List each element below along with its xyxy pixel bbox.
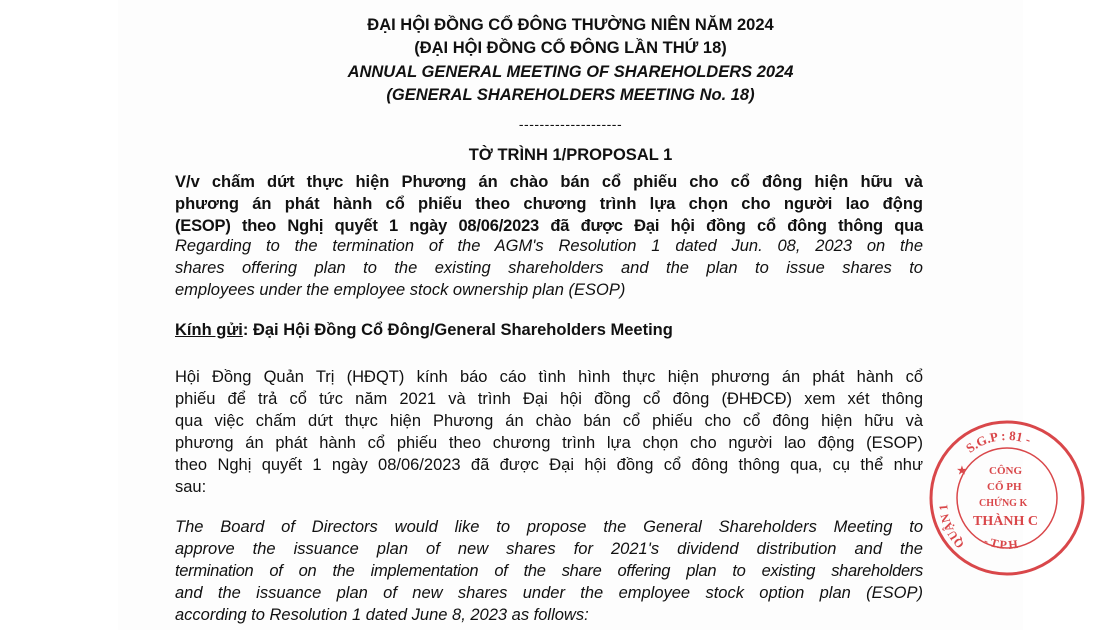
- seal-line-1: CÔNG: [989, 465, 1022, 477]
- meeting-number-vi: (ĐẠI HỘI ĐỒNG CỔ ĐÔNG LẦN THỨ 18): [414, 39, 727, 57]
- body-en: [175, 516, 923, 626]
- addressee: [175, 321, 673, 340]
- meeting-number-en: (GENERAL SHAREHOLDERS MEETING No. 18): [386, 86, 755, 104]
- proposal-title: TỜ TRÌNH 1/PROPOSAL 1: [468, 146, 673, 164]
- body-vi-line: sau:: [175, 478, 207, 496]
- divider: --------------------: [518, 116, 623, 132]
- body-en-line: and the issuance plan of new shares under the employee stock option plan (ESOP): [175, 584, 923, 602]
- meeting-title-vi: ĐẠI HỘI ĐỒNG CỔ ĐÔNG THƯỜNG NIÊN NĂM 2024: [367, 16, 774, 34]
- body-vi-line: theo Nghị quyết 1 ngày 08/06/2023 đã được Đại hội đồng cổ đông thông qua, cụ thể như: [175, 456, 923, 474]
- body-vi-line: Hội Đồng Quản Trị (HĐQT) kính báo cáo tình hình thực hiện phương án phát hành cổ: [175, 368, 923, 386]
- subject-en: [175, 235, 923, 301]
- addressee-text: : Đại Hội Đồng Cổ Đông/General Shareholders Meeting: [242, 321, 673, 339]
- seal-ring-top: S.G.P : 81 -: [962, 427, 1034, 456]
- seal-ring-bottom: - T.P H: [981, 533, 1019, 552]
- seal-line-2: CỔ PH: [987, 481, 1022, 493]
- seal-line-4: THÀNH C: [973, 514, 1038, 529]
- subject-vi-line: V/v chấm dứt thực hiện Phương án chào bán cổ phiếu cho cổ đông hiện hữu và: [175, 173, 923, 191]
- body-vi-line: phương án phát hành cổ phiếu theo chương trình lựa chọn cho người lao động (ESOP): [175, 434, 923, 452]
- subject-en-line: employees under the employee stock ownership plan (ESOP): [175, 281, 626, 299]
- seal-line-3: CHỨNG K: [979, 498, 1028, 509]
- subject-vi: [175, 171, 923, 237]
- body-vi-line: qua việc chấm dứt thực hiện Phương án chào bán cổ phiếu cho cổ đông hiện hữu và: [175, 412, 923, 430]
- document-page: [118, 0, 1023, 630]
- subject-en-line: Regarding to the termination of the AGM's Resolution 1 dated Jun. 08, 2023 on the: [175, 237, 923, 255]
- body-en-line: according to Resolution 1 dated June 8, 2023 as follows:: [175, 606, 589, 624]
- company-seal: [927, 418, 1087, 578]
- body-en-line: The Board of Directors would like to propose the General Shareholders Meeting to: [175, 518, 923, 536]
- body-en-line: termination of on the implementation of the share offering plan to existing shareholders: [175, 562, 923, 580]
- subject-vi-line: (ESOP) theo Nghị quyết 1 ngày 08/06/2023 đã được Đại hội đồng cổ đông thông qua: [175, 217, 923, 235]
- body-vi: [175, 366, 923, 498]
- seal-ring-left: QUẬN 1: [936, 503, 967, 552]
- seal-star-icon: ★: [957, 465, 967, 477]
- meeting-title-en: ANNUAL GENERAL MEETING OF SHAREHOLDERS 2024: [347, 63, 794, 81]
- subject-vi-line: phương án phát hành cổ phiếu theo chương trình lựa chọn cho người lao động: [175, 195, 923, 213]
- subject-en-line: shares offering plan to the existing shareholders and the plan to issue shares to: [175, 259, 923, 277]
- body-vi-line: phiếu để trả cổ tức năm 2021 và trình Đại hội đồng cổ đông (ĐHĐCĐ) xem xét thông: [175, 390, 923, 408]
- addressee-label: Kính gửi: [175, 321, 243, 339]
- body-en-line: approve the issuance plan of new shares for 2021's dividend distribution and the: [175, 540, 923, 558]
